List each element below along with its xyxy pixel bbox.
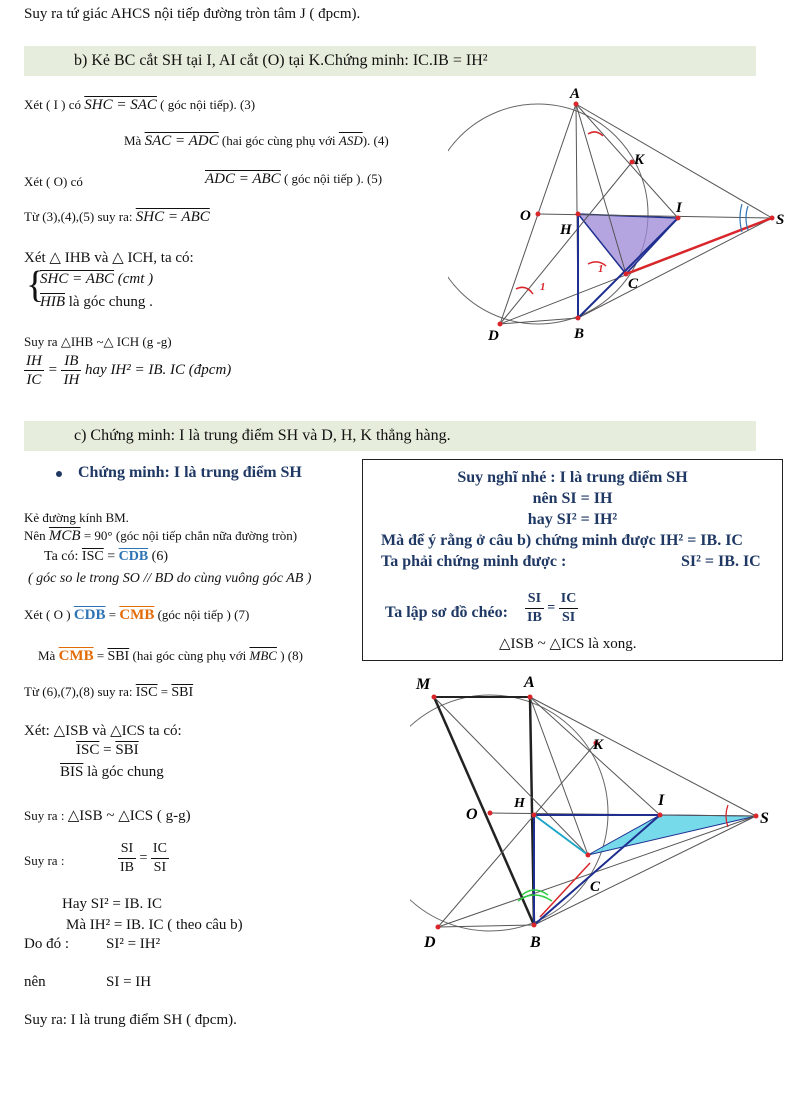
label-k-2: K xyxy=(593,737,604,753)
section-b-title: b) Kẻ BC cắt SH tại I, AI cắt (O) tại K.Chứng minh: IC.IB = IH² xyxy=(74,52,488,69)
bullet-dot xyxy=(56,471,62,477)
proof-b-line-4: Từ (3),(4),(5) suy ra: SHC = ABC xyxy=(24,209,210,225)
bullet-title: Chứng minh: I là trung điểm SH xyxy=(78,464,302,481)
proof-c-line-10: $\overline{BIS}$ là góc chung xyxy=(60,764,164,780)
label-d: D xyxy=(488,328,499,344)
hint-line-5a: Ta phải chứng minh được : xyxy=(381,553,567,570)
system-brace: { xyxy=(26,264,45,306)
label-a: A xyxy=(570,86,581,102)
hint-line-6: Ta lập sơ đồ chéo: xyxy=(385,604,508,621)
proof-c-line-13: Hay SI² = IB. IC xyxy=(62,896,163,912)
top-line: Suy ra tứ giác AHCS nội tiếp đường tròn tâm J ( đpcm). xyxy=(24,6,361,22)
label-a-2: A xyxy=(524,674,535,691)
label-c: C xyxy=(628,276,639,292)
proof-c-line-12a: Suy ra : xyxy=(24,853,65,868)
label-h: H xyxy=(560,222,572,238)
label-i: I xyxy=(676,200,682,216)
proof-b-line-6: SHC = ABC (cmt ) xyxy=(40,271,154,287)
hint-line-7: △ISB ~ △ICS là xong. xyxy=(499,636,637,652)
triangle-hic xyxy=(578,214,678,274)
label-d-2: D xyxy=(424,934,436,951)
proof-b-line-8: Suy ra △IHB ~△ ICH (g -g) xyxy=(24,334,172,349)
label-h-2: H xyxy=(514,796,525,811)
label-b: B xyxy=(574,326,585,342)
proof-c-conclusion: Suy ra: I là trung điểm SH ( đpcm). xyxy=(24,1012,237,1028)
label-i-2: I xyxy=(658,792,665,809)
label-s-2: S xyxy=(760,810,769,827)
proof-c-line-12b: $\frac{SI}{IB}$ = $\frac{IC}{SI}$ xyxy=(120,841,167,875)
hint-line-3: hay SI² = IH² xyxy=(527,511,618,528)
proof-c-line-3: Ta có: $\overline{ISC} = \overline{CDB}$ (6) xyxy=(44,549,168,564)
proof-c-line-16b: SI = IH xyxy=(106,974,152,990)
label-o: O xyxy=(520,208,531,224)
hint-box xyxy=(362,459,783,661)
proof-c-line-14: Mà IH² = IB. IC ( theo câu b) xyxy=(66,917,243,933)
proof-c-line-8: Xét: △ISB và △ICS ta có: xyxy=(24,723,182,739)
hint-line-1: Suy nghĩ nhé : I là trung điểm SH xyxy=(457,469,688,486)
section-c-header xyxy=(24,421,756,451)
proof-c-line-15b: SI² = IH² xyxy=(106,936,161,952)
proof-b-line-7: $\overline{HIB}$ là góc chung . xyxy=(40,294,153,310)
proof-c-line-16a: nên xyxy=(24,974,46,990)
angle-mark-1: 1 xyxy=(540,281,546,293)
section-b-header xyxy=(24,46,756,76)
label-b-2: B xyxy=(530,934,541,951)
proof-c-line-2: Nên $\overline{MCB} = 90^\circ$ (góc nội tiếp chắn nữa đường tròn) xyxy=(24,528,298,544)
proof-c-line-1: Kẻ đường kính BM. xyxy=(24,510,129,525)
label-k: K xyxy=(634,152,645,168)
label-c-2: C xyxy=(590,879,601,895)
proof-c-line-7: Từ (6),(7),(8) suy ra: $\overline{ISC} = \overline{SBI}$ xyxy=(24,684,194,700)
proof-b-line-5: Xét △ IHB và △ ICH, ta có: xyxy=(24,250,194,266)
proof-c-line-11: Suy ra : △ISB ~ △ICS ( g-g) xyxy=(24,808,191,824)
section-c-title: c) Chứng minh: I là trung điểm SH và D, H, K thẳng hàng. xyxy=(74,427,451,444)
triangle-ics xyxy=(588,815,756,855)
label-s: S xyxy=(776,212,785,228)
proof-b-line-3b: ADC = ABC ( góc nội tiếp ). (5) xyxy=(205,171,383,187)
proof-c-line-15a: Do đó : xyxy=(24,936,69,952)
hint-fraction: $\frac{SI}{IB}$ = $\frac{IC}{SI}$ xyxy=(527,591,577,625)
proof-c-line-9: $\overline{ISC} = \overline{SBI}$ xyxy=(76,742,139,758)
label-m: M xyxy=(416,676,431,693)
proof-c-line-5: Xét ( O ) $\overline{CDB} = \overline{CMB}$ (góc nội tiếp ) (7) xyxy=(24,607,250,623)
proof-b-line-9: $\frac{IH}{IC}$ = $\frac{IB}{IH}$ hay IH² = IB. IC (đpcm) xyxy=(26,353,232,388)
figure-c-geometry xyxy=(410,665,780,960)
proof-b-line-1: Xét ( I ) có SHC = SAC ( góc nội tiếp). (3) xyxy=(24,97,256,113)
hint-line-4: Mà để ý rằng ở câu b) chứng minh được IH² = IB. IC xyxy=(381,532,743,549)
proof-c-line-6: Mà $\overline{CMB} = \overline{SBI}$ (hai góc cùng phụ với $\overline{MBC}$ ) (8) xyxy=(38,648,303,664)
hint-line-5b: SI² = IB. IC xyxy=(681,553,761,570)
proof-b-line-3a: Xét ( O) có xyxy=(24,174,83,189)
hint-line-2: nên SI = IH xyxy=(532,490,613,507)
figure-b-geometry xyxy=(448,84,788,349)
label-o-2: O xyxy=(466,806,478,823)
angle-mark-2: 1 xyxy=(598,263,604,275)
proof-b-line-2: Mà SAC = ADC (hai góc cùng phụ với $\overline{ASD}$). (4) xyxy=(124,133,389,149)
proof-c-line-4: ( góc so le trong SO // BD do cùng vuông góc AB ) xyxy=(28,571,312,586)
